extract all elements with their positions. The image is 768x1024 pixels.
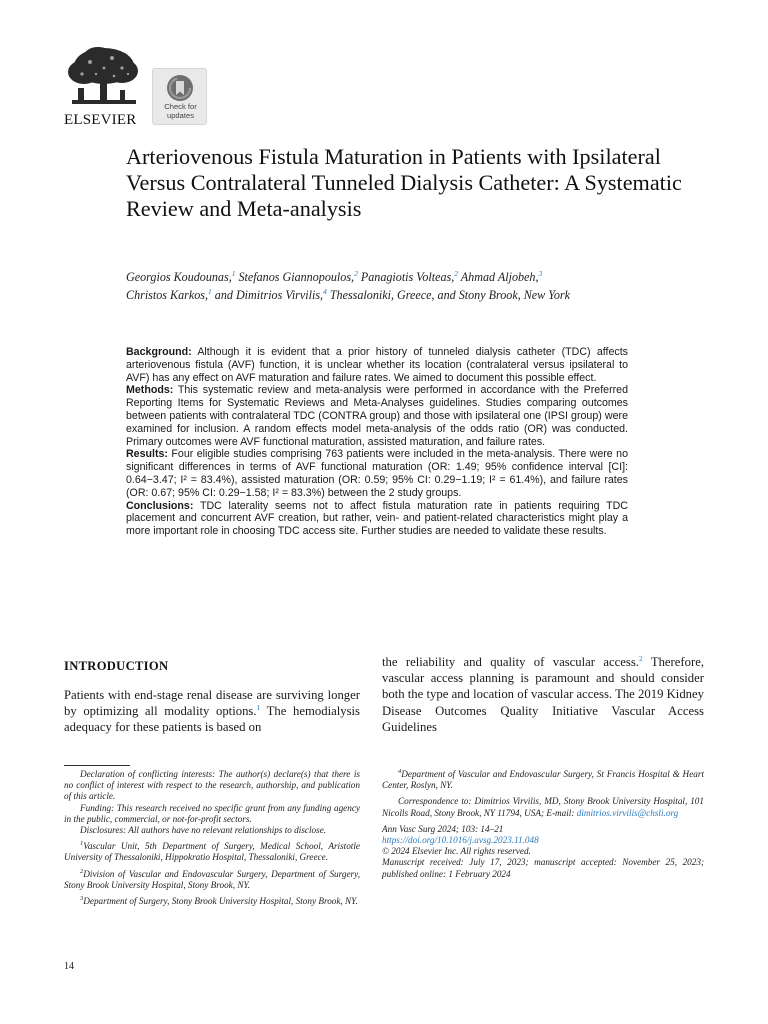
author-4: Ahmad Aljobeh, <box>457 270 539 284</box>
author-2: Stefanos Giannopoulos, <box>235 270 355 284</box>
footnote-affiliation-3 <box>64 896 360 907</box>
affiliation-1-marker: 1 <box>80 840 84 848</box>
author-list <box>126 268 686 304</box>
author-4-affiliation[interactable]: 3 <box>538 268 543 278</box>
footnote-funding: Funding: This research received no specific grant from any funding agency in the public, commercial, or not-for-profit sectors. <box>64 802 360 824</box>
correspondence-text: Correspondence to: Dimitrios Virvilis, MD, Stony Brook University Hospital, 101 Nicolls Road, Stony Brook, NY 11794, USA; E-mail: <box>382 796 704 818</box>
manuscript-dates: Manuscript received: July 17, 2023; manuscript accepted: November 25, 2023; published online: 1 February 2024 <box>382 857 704 879</box>
author-location: Thessaloniki, Greece, and Stony Brook, New York <box>326 288 571 302</box>
abstract-methods <box>126 384 628 448</box>
copyright-notice: © 2024 Elsevier Inc. All rights reserved. <box>382 846 531 857</box>
author-6: and Dimitrios Virvilis, <box>211 288 324 302</box>
abstract-conclusions-label: Conclusions: <box>126 499 194 512</box>
abstract-conclusions-text: TDC laterality seems not to affect fistula maturation rate in patients requiring TDC placement and concurrent AVF creation, but rather, vein- and patient-related characteristics might play a more important role in choosing TDC access site. Further studies are needed to validate these results. <box>126 499 628 538</box>
author-1: Georgios Koudounas, <box>126 270 232 284</box>
introduction-left-text-2: The hemodialysis adequacy for these patients is based on <box>64 704 360 735</box>
publisher-name: ELSEVIER <box>64 112 137 128</box>
abstract-background-text: Although it is evident that a prior history of tunneled dialysis catheter (TDC) affects arteriovenous fistula (AVF) function, it is unclear whether its location (contralateral versus ipsilateral to AVF) has any effect on AVF maturation and failure rates. We aimed to document this possible effect. <box>126 346 628 384</box>
footnote-divider <box>64 765 130 766</box>
abstract-results-label: Results: <box>126 448 168 461</box>
check-for-updates-badge[interactable] <box>152 68 207 125</box>
article-title: Arteriovenous Fistula Maturation in Patients with Ipsilateral Versus Contralateral Tunneled Dialysis Catheter: A Systematic Review and Meta-analysis <box>126 144 682 221</box>
doi-link[interactable]: https://doi.org/10.1016/j.avsg.2023.11.048 <box>382 835 539 846</box>
abstract-results <box>126 448 628 499</box>
abstract-background-label: Background: <box>126 346 192 358</box>
elsevier-tree-icon <box>64 44 142 110</box>
footnote-affiliation-4 <box>382 769 704 791</box>
affiliation-4-marker: 4 <box>398 767 402 775</box>
abstract-methods-label: Methods: <box>126 384 174 397</box>
author-1-affiliation[interactable]: 1 <box>231 268 236 278</box>
abstract-background <box>126 346 628 384</box>
footnote-correspondence <box>382 796 704 818</box>
author-5: Christos Karkos, <box>126 288 208 302</box>
introduction-right-text-2: Therefore, vascular access planning is paramount and should consider both the type and location of vascular access. The 2019 Kidney Disease Outcomes Quality Initiative Vascular Access Guidelines <box>382 655 704 734</box>
elsevier-logo <box>64 44 142 130</box>
check-for-updates-label <box>153 103 208 120</box>
page-number: 14 <box>64 961 74 972</box>
footnote-conflicts: Declaration of conflicting interests: The author(s) declare(s) that there is no conflict of interest with respect to the research, authorship, and publication of this article. <box>64 769 360 802</box>
author-3: Panagiotis Volteas, <box>357 270 455 284</box>
affiliation-2-text: Division of Vascular and Endovascular Surgery, Department of Surgery, Stony Brook University Hospital, Stony Brook, NY. <box>64 868 360 890</box>
reference-2-link[interactable]: 2 <box>638 653 643 663</box>
abstract-results-text: Four eligible studies comprising 763 patients were included in the meta-analysis. There were no significant differences in terms of AVF functional maturation (OR: 1.49; 95% confidence interval [CI]: 0.64−3.47; I² = 83.4%), assisted maturation (OR: 0.59; 95% CI: 0.29−1.19; I² = 61.4%), and failure rates (OR: 0.67; 95% CI: 0.29−1.58; I² = 83.3%) between the 2 study groups. <box>126 448 628 499</box>
introduction-paragraph-right <box>382 654 704 735</box>
footnote-disclosures: Disclosures: All authors have no relevant relationships to disclose. <box>80 825 327 836</box>
author-2-affiliation[interactable]: 2 <box>354 268 358 278</box>
affiliation-3-marker: 3 <box>80 894 84 902</box>
footnotes-right <box>382 769 704 880</box>
reference-1-link[interactable]: 1 <box>256 702 261 712</box>
correspondence-email-link[interactable]: dimitrios.virvilis@chsli.org <box>576 807 679 818</box>
badge-line-1: Check for <box>164 102 197 111</box>
footnotes-left <box>64 769 360 912</box>
affiliation-4-text: Department of Vascular and Endovascular Surgery, St Francis Hospital & Heart Center, Roslyn, NY. <box>382 769 704 791</box>
affiliation-2-marker: 2 <box>80 867 84 875</box>
author-5-affiliation[interactable]: 1 <box>208 286 212 296</box>
author-6-affiliation[interactable]: 4 <box>323 286 327 296</box>
affiliation-1-text: Vascular Unit, 5th Department of Surgery, Medical School, Aristotle University of Thessaloniki, Hippokratio Hospital, Thessaloniki, Greece. <box>64 841 360 863</box>
introduction-right-text-1: the reliability and quality of vascular access. <box>382 655 639 669</box>
introduction-heading: INTRODUCTION <box>64 659 169 673</box>
footnote-affiliation-1 <box>64 841 360 863</box>
introduction-left-column <box>64 656 360 736</box>
abstract-methods-text: This systematic review and meta-analysis were performed in accordance with the Preferred Reporting Items for Systematic Reviews and Meta-Analyses guidelines. Studies comparing outcomes between patients with contralateral TDC (CONTRA group) and those with ipsilateral one (IPSI group) were examined for inclusion. A random effects model meta-analysis of the odds ratio (OR) was conducted. Primary outcomes were AVF functional maturation, assisted maturation, and failure rates. <box>126 384 628 448</box>
bookmark-icon <box>166 74 194 102</box>
introduction-left-text-1: Patients with end-stage renal disease are surviving longer by optimizing all modality options. <box>64 688 360 719</box>
abstract <box>126 346 628 538</box>
introduction-right-column <box>382 654 704 735</box>
author-3-affiliation[interactable]: 2 <box>454 268 458 278</box>
introduction-paragraph-left <box>64 687 360 736</box>
abstract-conclusions <box>126 500 628 538</box>
footnote-affiliation-2 <box>64 869 360 891</box>
badge-line-2: updates <box>166 110 195 120</box>
affiliation-3-text: Department of Surgery, Stony Brook University Hospital, Stony Brook, NY. <box>83 896 358 907</box>
journal-citation: Ann Vasc Surg 2024; 103: 14–21 <box>382 823 504 834</box>
